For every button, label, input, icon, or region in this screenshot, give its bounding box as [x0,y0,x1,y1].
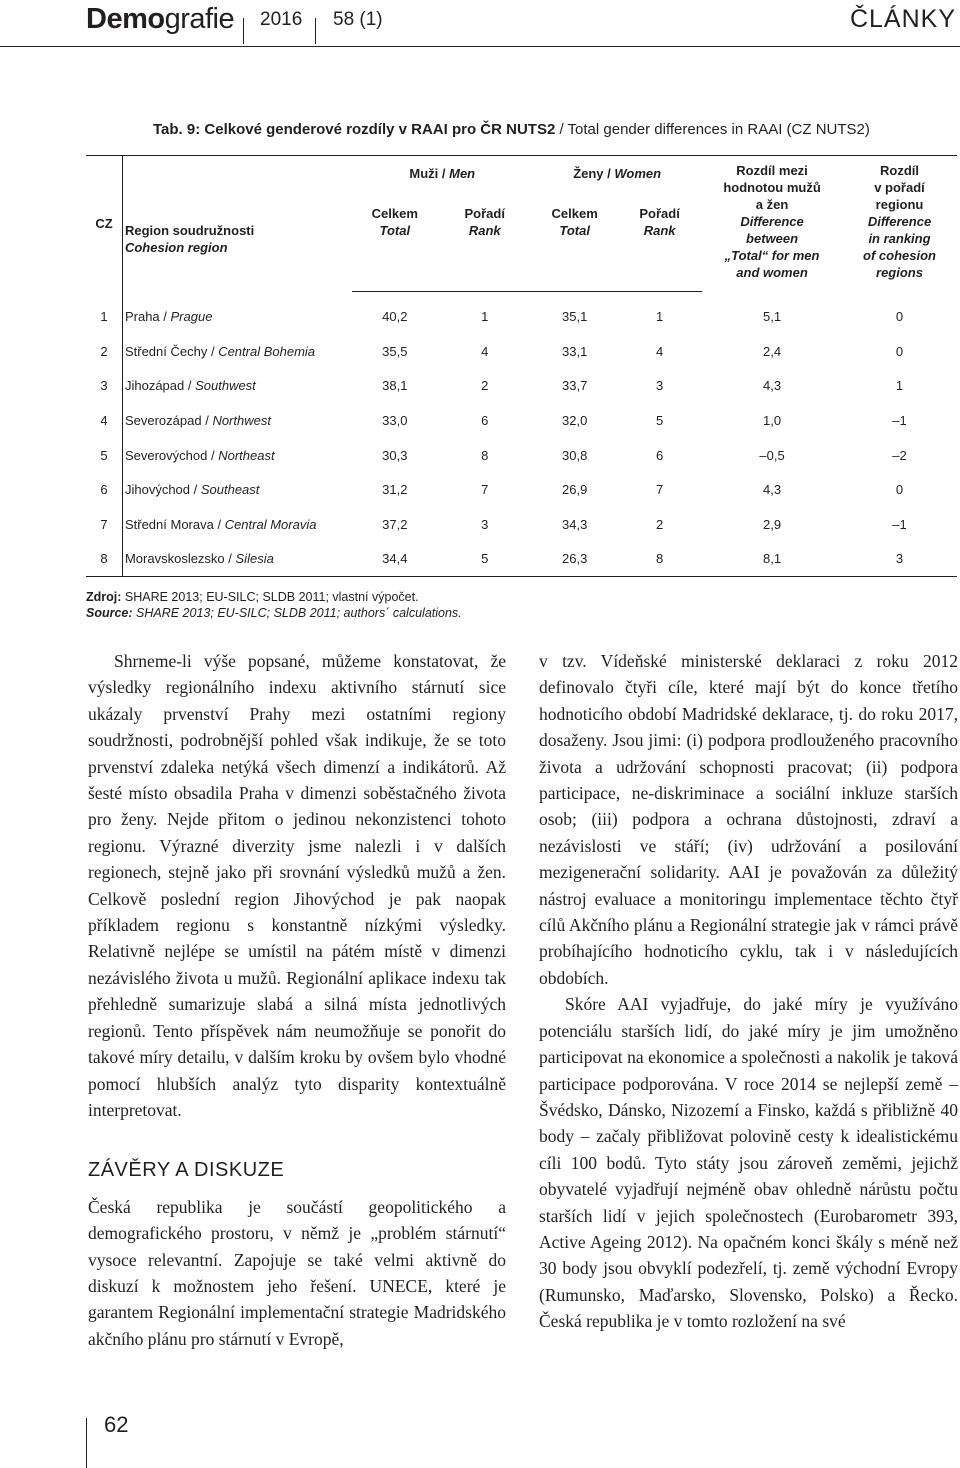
journal-year: 2016 [260,9,303,30]
row-number: 6 [86,472,122,507]
gender-difference: –0,5 [759,447,785,463]
table-row [86,369,957,404]
rank-difference: 0 [895,482,904,498]
rank-difference: –2 [892,447,907,463]
rank-difference: 3 [895,551,904,567]
region-name: Střední Čechy / Central Bohemia [124,343,316,359]
col-header-men-rank: Pořadí Rank [437,190,532,291]
men-total: 38,1 [382,378,408,394]
gender-difference: 4,3 [763,482,782,498]
region-name: Jihovýchod / Southeast [124,482,260,498]
table-row [86,334,957,369]
region-name: Praha / Prague [124,309,213,325]
rank-difference: 0 [895,343,904,359]
men-rank: 3 [481,516,489,532]
header-rule [0,46,960,47]
col-header-women-total: Celkem Total [532,190,617,291]
table-row [86,507,957,542]
table-source-note: Zdroj: SHARE 2013; EU-SILC; SLDB 2011; vlastní výpočet. Source: SHARE 2013; EU-SILC; SLDB 2011; authors´ calculations. [86,590,462,620]
men-rank: 5 [481,551,489,567]
women-rank: 8 [656,551,664,567]
rank-difference: –1 [892,516,907,532]
rank-difference: –1 [892,413,907,429]
table-row [86,542,957,577]
section-label: ČLÁNKY [849,5,956,33]
body-paragraph: Skóre AAI vyjadřuje, do jaké míry je využíváno potenciálu starších lidí, do jaké míry je jim umožněno participovat na ekonomice a společnosti a nakolik je taková participace podporována. V roce 2014 se nejlepší země – Švédsko, Dánsko, Nizozemí a Finsko, každá s přibližně 40 body – začaly přibližovat polovině cesty k idealistickému cíli 100 bodů. Tyto státy jsou zároveň zeměmi, jejichž obyvatelé vyjadřují nejméně obav ohledně nárůstu počtu starších lidí v jejich společnostech (Eurobarometr 393, Active Ageing 2012). Na opačném konci škály s méně než 30 body jsou obvyklí podezřelí, tj. země východní Evropy (Rumunsko, Maďarsko, Slovensko, Polsko) a Řecko. Česká republika je v tomto rozložení na své [539,994,958,1332]
men-rank: 2 [481,378,489,394]
women-rank: 2 [656,516,664,532]
men-total: 30,3 [382,447,408,463]
row-number: 3 [86,369,122,404]
journal-logo: Demografie [86,3,235,35]
col-header-rank-difference: Rozdíl v pořadí regionu Difference in ranking of cohesion regions [863,163,936,280]
rank-difference: 1 [895,378,904,394]
women-total: 32,0 [562,413,588,429]
col-header-women-rank: Pořadí Rank [617,190,702,291]
women-rank: 3 [656,378,664,394]
row-number: 7 [86,507,122,542]
women-total: 33,7 [562,378,588,394]
gender-difference: 5,1 [763,309,782,325]
table-row [86,472,957,507]
gender-difference: 4,3 [763,378,782,394]
col-header-region: Region soudružnosti Cohesion region [124,222,255,255]
women-total: 35,1 [562,309,588,325]
men-total: 31,2 [382,482,408,498]
text-column-right [539,648,958,1335]
table-header-row [86,156,957,191]
body-paragraph: Česká republika je součástí geopolitického a demografického prostoru, v němž je „problém stárnutí“ vysoce relevantní. Zapojuje se také velmi aktivně do diskuzí k možnostem jeho řešení. UNECE, které je garantem Regionální implementační strategie Madridského akčního plánu pro stárnutí v Evropě, [88,1196,506,1349]
men-total: 37,2 [382,516,408,532]
rank-difference: 0 [895,309,904,325]
men-total: 40,2 [382,309,408,325]
header-divider [243,18,244,44]
gender-difference: 2,9 [763,516,782,532]
row-number: 2 [86,334,122,369]
gender-difference: 8,1 [763,551,782,567]
text-column-left [88,648,506,1352]
men-rank: 1 [481,309,489,325]
col-header-men-total: Celkem Total [352,190,437,291]
table-caption: Tab. 9: Celkové genderové rozdíly v RAAI pro ČR NUTS2 / Total gender differences in RAAI (CZ NUTS2) [153,121,870,138]
col-header-men: Muži / Men [409,165,476,181]
women-rank: 7 [656,482,664,498]
women-total: 26,9 [562,482,588,498]
region-name: Střední Morava / Central Moravia [124,516,317,532]
gender-differences-table [86,155,957,577]
women-total: 34,3 [562,516,588,532]
men-rank: 7 [481,482,489,498]
men-total: 34,4 [382,551,408,567]
men-rank: 8 [481,447,489,463]
row-number: 4 [86,403,122,438]
region-name: Severovýchod / Northeast [124,447,275,463]
women-rank: 4 [656,343,664,359]
men-total: 35,5 [382,343,408,359]
body-paragraph: Shrneme-li výše popsané, můžeme konstatovat, že výsledky regionálního indexu aktivního stárnutí sice ukázaly prvenství Prahy mezi ostatními regiony soudržnosti, podrobnější pohled však indikuje, že se toto prvenství zdaleka netýká všech dimenzí a indikátorů. Až šesté místo obsadila Praha v dimenzi soběstačného života pro ženy. Nejde přitom o jedinou nekonzistenci tohoto regionu. Výrazné diverzity jsme nalezli i v dalších regionech, stejně jako při srovnání výsledků mužů a žen. Celkově poslední region Jihovýchod je pak naopak příkladem regionu s konstantně nízkými výsledky. Relativně nejlépe se umístil na pátém místě v dimenzi nezávislého života u mužů. Regionální aplikace indexu tak přehledně sumarizuje slabá a silná místa jednotlivých regionů. Tento příspěvek nám neumožňuje se ponořit do takové míry detailu, v dalším kroku by ovšem bylo vhodné pomocí hlubších analýz tyto disparity kontextuálně interpretovat. [88,651,506,1120]
row-number: 5 [86,438,122,473]
region-name: Severozápad / Northwest [124,413,271,429]
row-number: 8 [86,542,122,577]
men-total: 33,0 [382,413,408,429]
col-header-women: Ženy / Women [573,165,662,181]
table-row [86,291,957,334]
women-rank: 6 [656,447,664,463]
journal-issue: 58 (1) [333,9,383,30]
men-rank: 6 [481,413,489,429]
table-row [86,403,957,438]
gender-difference: 2,4 [763,343,782,359]
region-name: Jihozápad / Southwest [124,378,256,394]
page-header [0,0,960,48]
gender-difference: 1,0 [763,413,782,429]
row-number: 1 [86,291,122,334]
body-paragraph: v tzv. Vídeňské ministerské deklaraci z roku 2012 definovalo čtyři cíle, které mají být do konce třetího hodnoticího období Madridské deklarace, tj. do roku 2017, dosaženy. Jsou jimi: (i) podpora prodlouženého pracovního života a udržování schopnosti pracovat; (ii) podpora participace, ne-diskriminace a sociální inkluze starších osob; (iii) podpora a ochrana důstojnosti, zdraví a nezávislosti ve stáří; (iv) udržování a posilování mezigenerační solidarity. AAI je považován za důležitý nástroj evaluace a monitoringu implementace těchto čtyř cílů Akčního plánu a Regionální strategie jak v rámci právě probíhajícího hodnoticího cyklu, tak i v následujících obdobích. [539,651,958,988]
table-row [86,438,957,473]
footer-divider [86,1418,87,1468]
col-header-difference: Rozdíl mezi hodnotou mužů a žen Difference between „Total“ for men and women [723,163,821,280]
women-rank: 1 [656,309,664,325]
section-heading: ZÁVĚRY A DISKUZE [88,1159,285,1182]
men-rank: 4 [481,343,489,359]
col-header-cz: CZ [86,156,122,292]
region-name: Moravskoslezsko / Silesia [124,551,274,567]
women-total: 33,1 [562,343,588,359]
women-total: 26,3 [562,551,588,567]
page-number: 62 [104,1412,129,1437]
women-total: 30,8 [562,447,588,463]
header-divider [315,18,316,44]
women-rank: 5 [656,413,664,429]
